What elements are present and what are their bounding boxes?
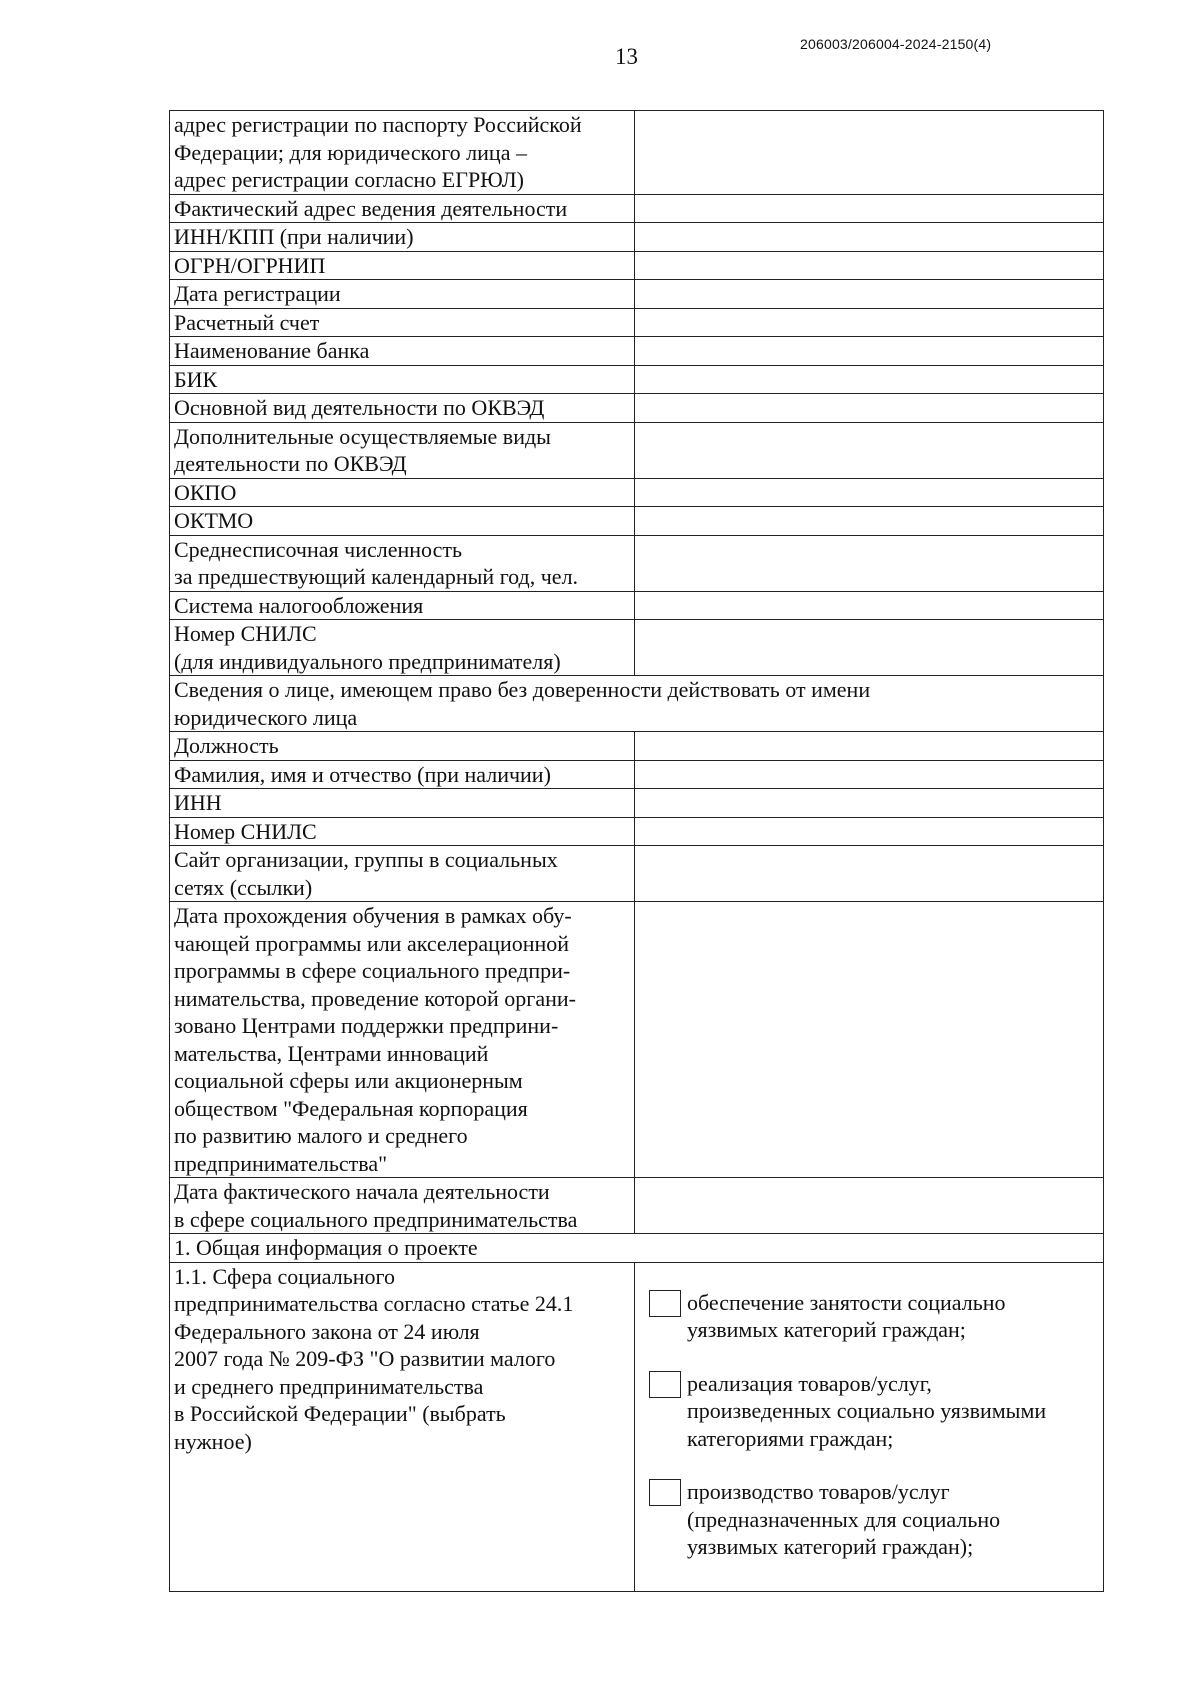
table-row	[170, 732, 1104, 761]
row-label-bank-name: Наименование банка	[170, 337, 635, 366]
checkbox-production-of-goods[interactable]	[649, 1479, 681, 1506]
row-label-bik: БИК	[170, 365, 635, 394]
table-row	[170, 620, 1104, 676]
row-value-bik[interactable]	[635, 365, 1104, 394]
row-label-headcount: Среднесписочная численность за предшествующий календарный год, чел.	[170, 535, 635, 591]
row-value-snils-ip[interactable]	[635, 620, 1104, 676]
row-value-website[interactable]	[635, 846, 1104, 902]
row-value-position[interactable]	[635, 732, 1104, 761]
row-value-main-okved[interactable]	[635, 394, 1104, 423]
table-row	[170, 111, 1104, 195]
table-row	[170, 223, 1104, 252]
row-value-snils[interactable]	[635, 817, 1104, 846]
row-value-bank-account[interactable]	[635, 308, 1104, 337]
table-row	[170, 535, 1104, 591]
table-row	[170, 902, 1104, 1178]
row-label-position: Должность	[170, 732, 635, 761]
option-production-of-goods-label: производство товаров/услуг (предназначенных для социально уязвимых категорий граждан);	[687, 1479, 1001, 1559]
row-label-actual-address: Фактический адрес ведения деятельности	[170, 194, 635, 223]
option-production-of-goods[interactable]	[649, 1478, 1099, 1561]
row-label-snils: Номер СНИЛС	[170, 817, 635, 846]
table-row	[170, 394, 1104, 423]
section-title-general-info: 1. Общая информация о проекте	[170, 1234, 1104, 1263]
option-sale-of-goods[interactable]	[649, 1370, 1099, 1453]
section-heading-authorized-person: Сведения о лице, имеющем право без доверенности действовать от имени юридического лица	[170, 676, 1104, 732]
row-value-inn-kpp[interactable]	[635, 223, 1104, 252]
row-label-snils-ip: Номер СНИЛС (для индивидуального предпринимателя)	[170, 620, 635, 676]
table-row	[170, 422, 1104, 478]
table-row	[170, 337, 1104, 366]
row-value-registration-date[interactable]	[635, 280, 1104, 309]
row-value-activity-start-date[interactable]	[635, 1178, 1104, 1234]
option-employment-label: обеспечение занятости социально уязвимых категорий граждан;	[687, 1289, 1006, 1342]
row-value-oktmo[interactable]	[635, 507, 1104, 536]
table-row	[170, 760, 1104, 789]
row-label-bank-account: Расчетный счет	[170, 308, 635, 337]
table-row	[170, 1262, 1104, 1591]
row-label-website: Сайт организации, группы в социальных сетях (ссылки)	[170, 846, 635, 902]
row-value-bank-name[interactable]	[635, 337, 1104, 366]
table-row	[170, 308, 1104, 337]
row-value-ogrn[interactable]	[635, 251, 1104, 280]
row-label-registration-date: Дата регистрации	[170, 280, 635, 309]
table-row	[170, 280, 1104, 309]
row-label-activity-start-date: Дата фактического начала деятельности в сфере социального предпринимательства	[170, 1178, 635, 1234]
table-row	[170, 817, 1104, 846]
row-value-okpo[interactable]	[635, 478, 1104, 507]
row-value-registration-address[interactable]	[635, 111, 1104, 195]
table-row	[170, 789, 1104, 818]
row-label-full-name: Фамилия, имя и отчество (при наличии)	[170, 760, 635, 789]
row-label-social-sphere: 1.1. Сфера социального предпринимательства согласно статье 24.1 Федерального закона от 24 июля 2007 года № 209-ФЗ "О развитии малого и среднего предпринимательства в Российской Федерации" (выбрать нужное)	[170, 1262, 635, 1591]
row-value-headcount[interactable]	[635, 535, 1104, 591]
table-row	[170, 365, 1104, 394]
table-row	[170, 194, 1104, 223]
row-label-additional-okved: Дополнительные осуществляемые виды деятельности по ОКВЭД	[170, 422, 635, 478]
table-row	[170, 507, 1104, 536]
row-value-full-name[interactable]	[635, 760, 1104, 789]
table-row	[170, 1178, 1104, 1234]
document-id: 206003/206004-2024-2150(4)	[800, 36, 992, 52]
table-row	[170, 846, 1104, 902]
row-label-ogrn: ОГРН/ОГРНИП	[170, 251, 635, 280]
page-number: 13	[615, 44, 638, 69]
application-form-table	[169, 110, 1104, 1592]
row-label-inn-kpp: ИНН/КПП (при наличии)	[170, 223, 635, 252]
table-row	[170, 251, 1104, 280]
row-label-training-date: Дата прохождения обучения в рамках обу- чающей программы или акселерационной программы в сфере социального предпри- нимательства, проведение которой органи- зовано Центрами поддержки предприни- мательства, Центрами инноваций социальной сферы или акционерным обществом "Федеральная корпорация по развитию малого и среднего предпринимательства"	[170, 902, 635, 1178]
row-value-training-date[interactable]	[635, 902, 1104, 1178]
row-value-inn[interactable]	[635, 789, 1104, 818]
checkbox-sale-of-goods[interactable]	[649, 1371, 681, 1398]
option-sale-of-goods-label: реализация товаров/услуг, произведенных социально уязвимыми категориями граждан;	[687, 1370, 1047, 1451]
row-value-actual-address[interactable]	[635, 194, 1104, 223]
option-employment[interactable]	[649, 1289, 1099, 1344]
row-value-tax-system[interactable]	[635, 591, 1104, 620]
row-label-oktmo: ОКТМО	[170, 507, 635, 536]
table-row	[170, 478, 1104, 507]
row-label-main-okved: Основной вид деятельности по ОКВЭД	[170, 394, 635, 423]
row-label-okpo: ОКПО	[170, 478, 635, 507]
row-label-inn: ИНН	[170, 789, 635, 818]
row-value-additional-okved[interactable]	[635, 422, 1104, 478]
row-label-tax-system: Система налогообложения	[170, 591, 635, 620]
row-label-registration-address: адрес регистрации по паспорту Российской Федерации; для юридического лица – адрес регистрации согласно ЕГРЮЛ)	[170, 111, 635, 195]
checkbox-employment[interactable]	[649, 1290, 681, 1317]
table-row	[170, 676, 1104, 732]
social-sphere-options	[635, 1262, 1104, 1591]
table-row	[170, 591, 1104, 620]
table-row	[170, 1234, 1104, 1263]
